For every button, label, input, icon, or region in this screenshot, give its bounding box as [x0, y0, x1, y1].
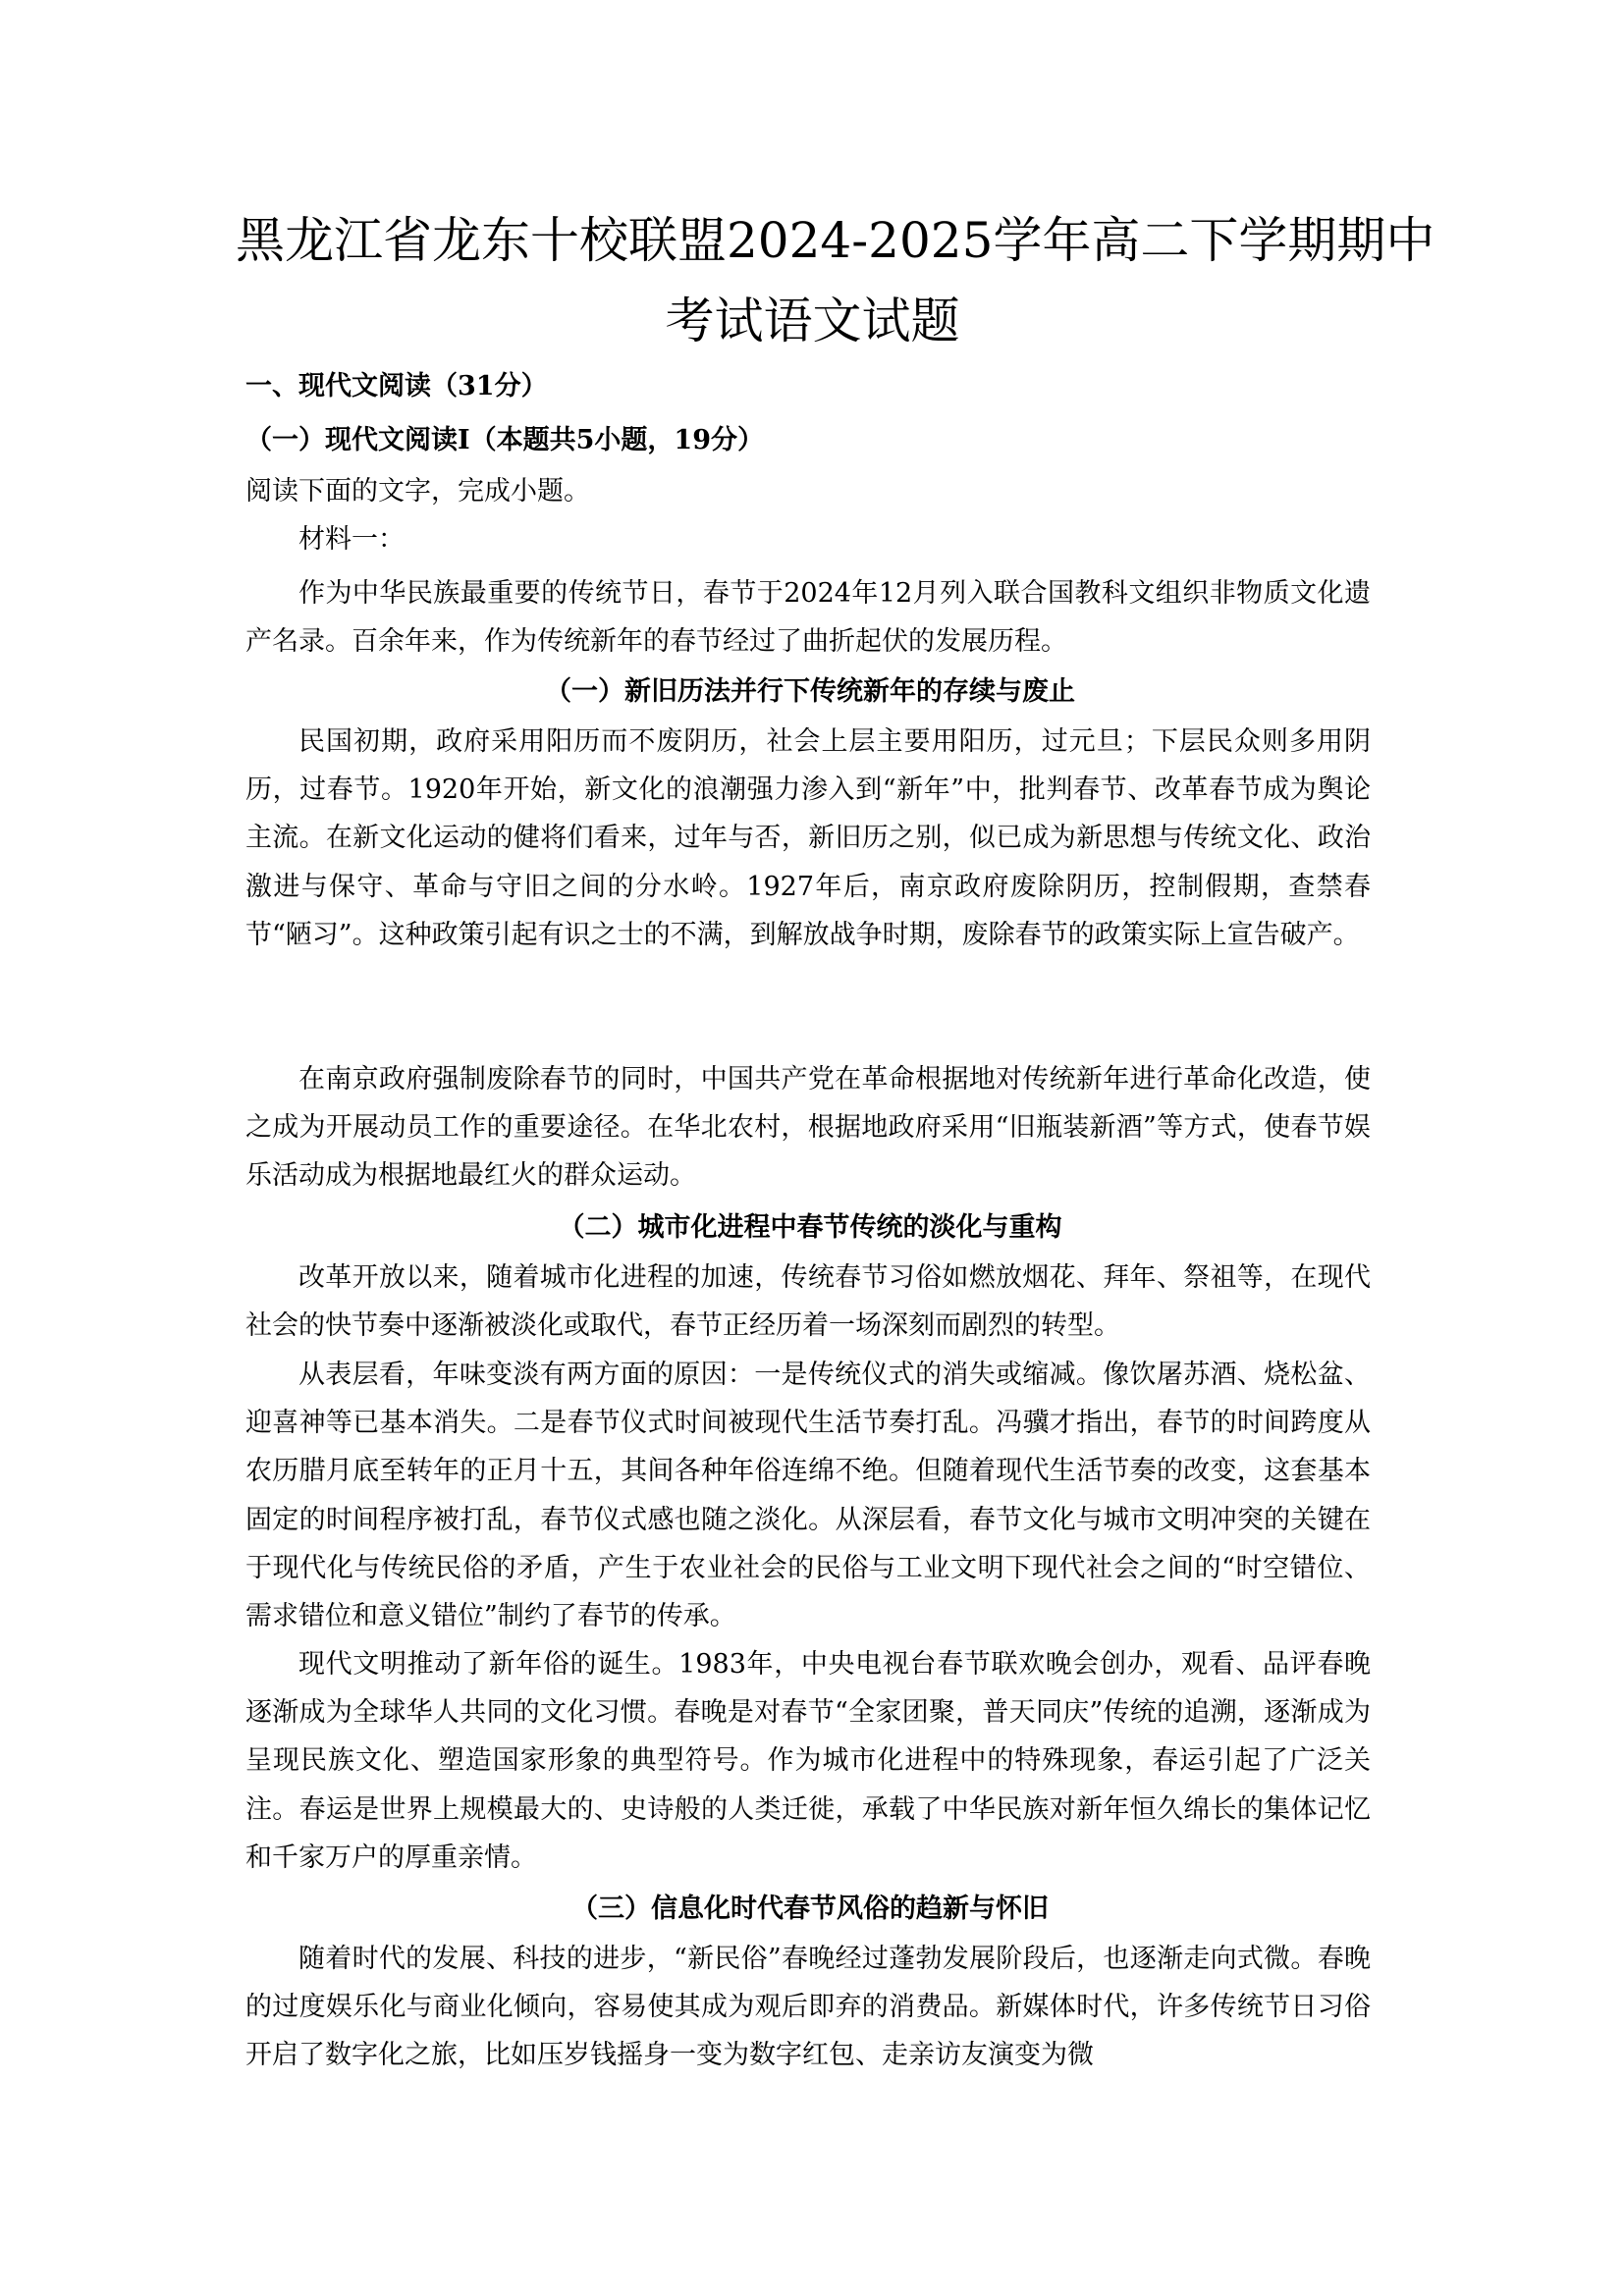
part1-heading: （一）新旧历法并行下传统新年的存续与废止 [545, 676, 1075, 707]
instruction-text: 阅读下面的文字，完成小题。 [245, 476, 590, 507]
part3-heading: （三）信息化时代春节风俗的趋新与怀旧 [571, 1894, 1049, 1924]
part3-paragraph-1: 随着时代的发展、科技的进步，“新民俗”春晚经过蓬勃发展阶段后，也逐渐走向式微。春晚的过度娱乐化与商业化倾向，容易使其成为观后即弃的消费品。新媒体时代，许多传统节日习俗开启了数字化之旅，比如压岁钱摇身一变为数字红包、走亲访友演变为微 [245, 1944, 1371, 2071]
subsection-header: （一）现代文阅读Ⅰ（本题共5小题，19分） [245, 425, 764, 455]
exam-title-line-2: 考试语文试题 [665, 293, 960, 349]
part2-heading: （二）城市化进程中春节传统的淡化与重构 [558, 1212, 1062, 1243]
section-header: 一、现代文阅读（31分） [245, 371, 548, 401]
intro-paragraph: 作为中华民族最重要的传统节日，春节于2024年12月列入联合国教科文组织非物质文化遗产名录。百余年来，作为传统新年的春节经过了曲折起伏的发展历程。 [245, 578, 1371, 658]
part2-paragraph-2: 从表层看，年味变淡有两方面的原因：一是传统仪式的消失或缩减。像饮屠苏酒、烧松盆、迎喜神等已基本消失。二是春节仪式时间被现代生活节奏打乱。冯骥才指出，春节的时间跨度从农历腊月底至转年的正月十五，其间各种年俗连绵不绝。但随着现代生活节奏的改变，这套基本固定的时间程序被打乱，春节仪式感也随之淡化。从深层看，春节文化与城市文明冲突的关键在于现代化与传统民俗的矛盾，产生于农业社会的民俗与工业文明下现代社会之间的“时空错位、需求错位和意义错位”制约了春节的传承。 [245, 1360, 1371, 1632]
part1-paragraph-2: 在南京政府强制废除春节的同时，中国共产党在革命根据地对传统新年进行革命化改造，使之成为开展动员工作的重要途径。在华北农村，根据地政府采用“旧瓶装新酒”等方式，使春节娱乐活动成为根据地最红火的群众运动。 [245, 1064, 1371, 1192]
part2-paragraph-3: 现代文明推动了新年俗的诞生。1983年，中央电视台春节联欢晚会创办，观看、品评春晚逐渐成为全球华人共同的文化习惯。春晚是对春节“全家团聚，普天同庆”传统的追溯，逐渐成为呈现民族文化、塑造国家形象的典型符号。作为城市化进程中的特殊现象，春运引起了广泛关注。春运是世界上规模最大的、史诗般的人类迁徙，承载了中华民族对新年恒久绵长的集体记忆和千家万户的厚重亲情。 [245, 1649, 1371, 1873]
material-label: 材料一： [298, 524, 405, 555]
exam-title-line-1: 黑龙江省龙东十校联盟2024-2025学年高二下学期期中 [236, 212, 1435, 269]
part1-paragraph-1: 民国初期，政府采用阳历而不废阴历，社会上层主要用阳历，过元旦；下层民众则多用阴历，过春节。1920年开始，新文化的浪潮强力渗入到“新年”中，批判春节、改革春节成为舆论主流。在新文化运动的健将们看来，过年与否，新旧历之别，似已成为新思想与传统文化、政治激进与保守、革命与守旧之间的分水岭。1927年后，南京政府废除阴历，控制假期，查禁春节“陋习”。这种政策引起有识之士的不满，到解放战争时期，废除春节的政策实际上宣告破产。 [245, 726, 1371, 950]
part2-paragraph-1: 改革开放以来，随着城市化进程的加速，传统春节习俗如燃放烟花、拜年、祭祖等，在现代社会的快节奏中逐渐被淡化或取代，春节正经历着一场深刻而剧烈的转型。 [245, 1262, 1371, 1342]
